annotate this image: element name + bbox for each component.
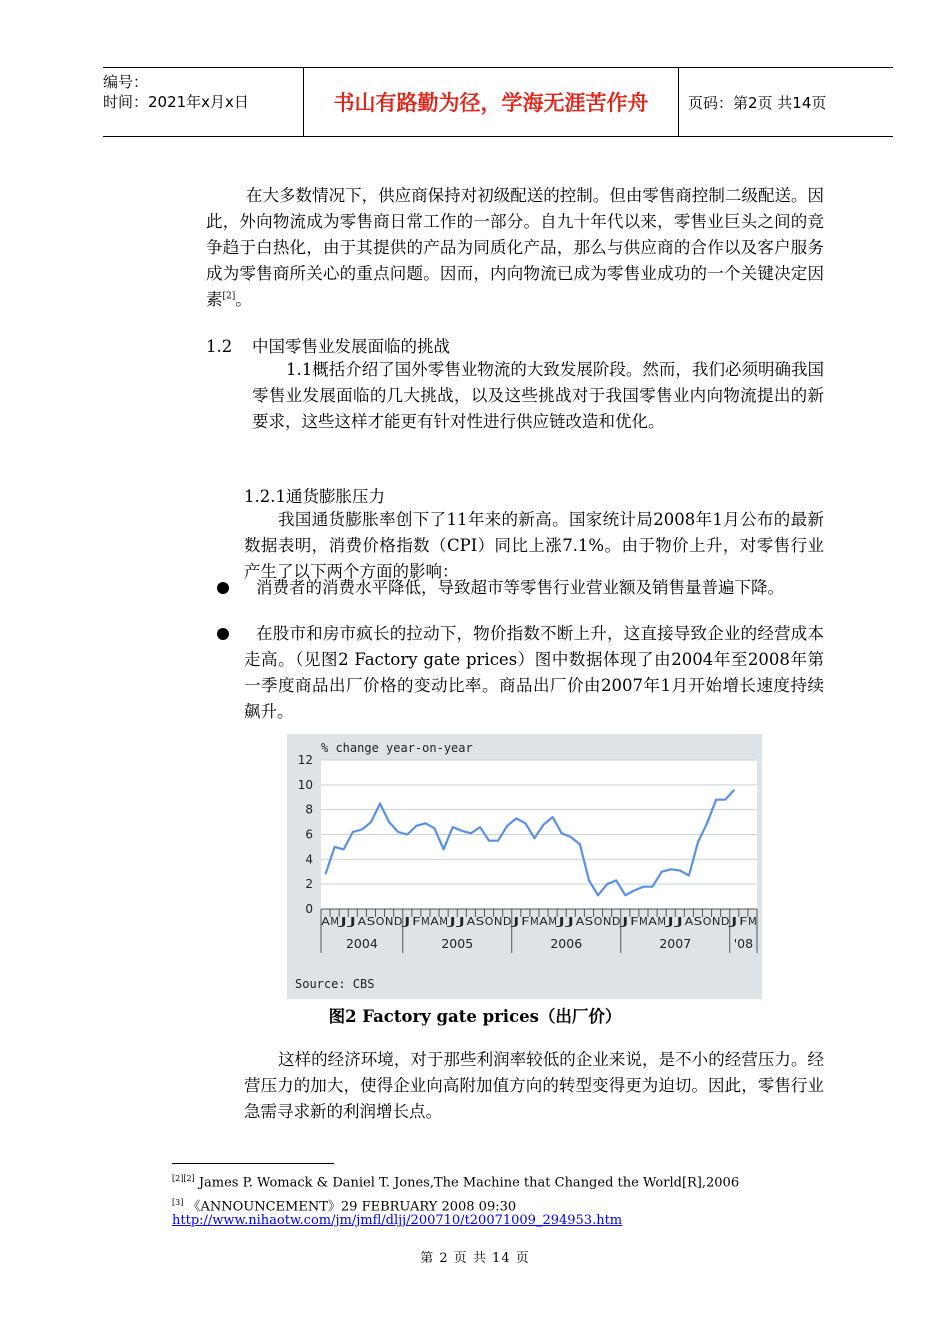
month-tick-label: J [563,916,576,928]
month-tick-label: J [345,916,358,928]
month-tick-label: S [366,916,376,928]
section-heading-1-2-1 [244,483,385,507]
paragraph-1 [206,183,824,313]
month-tick-label: S [693,916,703,928]
month-tick-label: J [663,916,675,928]
header-motto: 书山有路勤为径，学海无涯苦作舟 [303,68,679,136]
month-tick-label: F [630,916,639,928]
subsection-number: 1.2.1 [244,487,286,506]
month-tick-label: J [400,916,412,928]
month-tick-label: O [593,916,603,928]
section-number: 1.2 [206,337,233,356]
footnote-2-mark: [3] [172,1198,184,1207]
month-tick-label: A [575,916,586,928]
paragraph-1-end: 。 [235,290,252,309]
footnote-link[interactable]: http://www.nihaotw.com/jm/jmfl/dljj/200710/t20071009_294953.htm [172,1213,623,1228]
paragraph-3: 我国通货膨胀率创下了11年来的新高。国家统计局2008年1月公布的最新数据表明，消费价格指数（CPI）同比上涨7.1%。由于物价上升，对零售行业产生了以下两个方面的影响： [244,510,824,581]
month-tick-label: F [521,916,530,928]
year-tick-label: 2005 [441,936,474,951]
month-tick-label: F [412,916,421,928]
month-tick-label: J [618,916,630,928]
footnote-2-text: 《ANNOUNCEMENT》29 FEBRUARY 2008 09:30 [187,1199,517,1215]
paragraph-4: 这样的经济环境，对于那些利润率较低的企业来说，是不小的经营压力。经营压力的加大，使得企业向高附加值方向的转型变得更为迫切。因此，零售行业急需寻求新的利润增长点。 [244,1050,824,1121]
header-number: 编号： [103,73,149,91]
y-tick-label: 6 [305,827,313,842]
figure-caption: 图2 Factory gate prices（出厂价） [328,1007,622,1026]
month-tick-label: M [639,916,648,928]
chart-svg [287,734,762,999]
month-tick-label: A [539,916,549,928]
month-tick-label: J [672,916,685,928]
paragraph-2: 1.1概括介绍了国外零售业物流的大致发展阶段。然而，我们必须明确我国零售业发展面临的几大挑战，以及这些挑战对于我国零售业内向物流提出的新要求，这些这样才能更有针对性进行供应链改造和优化。 [252,360,824,431]
factory-gate-prices-chart [287,734,762,999]
month-tick-label: M [657,916,666,928]
footnote-1-mark: [2][2] [172,1174,195,1183]
y-tick-label: 8 [305,802,313,817]
y-tick-label: 10 [297,777,313,792]
month-tick-label: M [421,916,430,928]
month-tick-label: N [711,916,721,928]
y-tick-label: 4 [305,852,313,867]
month-tick-label: A [684,916,695,928]
subsection-title: 通货膨胀压力 [285,487,385,506]
month-tick-label: O [484,916,494,928]
month-tick-label: D [393,916,403,928]
month-tick-label: A [357,916,368,928]
bullet-dot [217,582,229,594]
bullet-dot [217,628,229,640]
month-tick-label: A [648,916,658,928]
month-tick-label: J [336,916,348,928]
y-tick-label: 0 [305,902,313,916]
year-tick-label: 2007 [659,936,692,951]
chart-source: Source: CBS [295,977,375,991]
footnote-1 [172,1170,739,1192]
chart-title: % change year-on-year [321,741,473,755]
chart-x-ticks [321,909,757,953]
month-tick-label: J [454,916,467,928]
month-tick-label: A [321,916,331,928]
month-tick-label: J [509,916,521,928]
year-tick-label: 2004 [345,936,378,951]
month-tick-label: O [702,916,712,928]
footnote-divider [172,1163,334,1164]
chart-y-ticks [298,753,313,916]
header-page-code: 页码：第2页 共14页 [688,93,827,112]
month-tick-label: S [584,916,594,928]
month-tick-label: A [466,916,477,928]
month-tick-label: M [748,916,757,928]
month-tick-label: A [430,916,440,928]
month-tick-label: N [602,916,612,928]
page-footer: 第 2 页 共 14 页 [420,1251,530,1266]
y-tick-label: 2 [305,877,313,892]
month-tick-label: D [611,916,621,928]
month-tick-label: F [739,916,748,928]
month-tick-label: D [502,916,512,928]
month-tick-label: J [445,916,457,928]
footnote-ref-2[interactable]: [2] [222,291,236,302]
month-tick-label: M [530,916,539,928]
header-left-cell [103,68,303,140]
chart-grid [321,760,757,909]
year-tick-label: 2006 [550,936,583,951]
month-tick-label: N [384,916,394,928]
footnote-1-text: James P. Womack & Daniel T. Jones,The Machine that Changed the World[R],2006 [198,1175,740,1191]
bullet-item-1: 消费者的消费水平降低，导致超市等零售行业营业额及销售量普遍下降。 [256,578,784,597]
y-tick-label: 12 [297,753,313,767]
month-tick-label: J [554,916,566,928]
year-tick-label: '08 [733,936,754,951]
month-tick-label: M [548,916,557,928]
month-tick-label: N [493,916,503,928]
bullet-item-2: 在股市和房市疯长的拉动下，物价指数不断上升，这直接导致企业的经营成本走高。（见图2 Factory gate prices）图中数据体现了由2004年至2008年第一季度商品出厂价格的变动比率。商品出厂价由2007年1月开始增长速度持续飙升。 [244,624,824,721]
header-table [103,67,893,137]
section-heading-1-2 [206,333,450,357]
header-date: 时间：2021年x月x日 [103,93,249,111]
month-tick-label: D [720,916,730,928]
section-title: 中国零售业发展面临的挑战 [252,337,450,356]
month-tick-label: M [439,916,448,928]
month-tick-label: O [375,916,385,928]
paragraph-1-text: 在大多数情况下，供应商保持对初级配送的控制。但由零售商控制二级配送。因此，外向物流成为零售商日常工作的一部分。自九十年代以来，零售业巨头之间的竞争趋于白热化，由于其提供的产品为同质化产品，那么与供应商的合作以及客户服务成为零售商所关心的重点问题。因而，内向物流已成为零售业成功的一个关键决定因素 [206,186,824,309]
month-tick-label: M [330,916,339,928]
month-tick-label: S [475,916,485,928]
month-tick-label: J [727,916,739,928]
